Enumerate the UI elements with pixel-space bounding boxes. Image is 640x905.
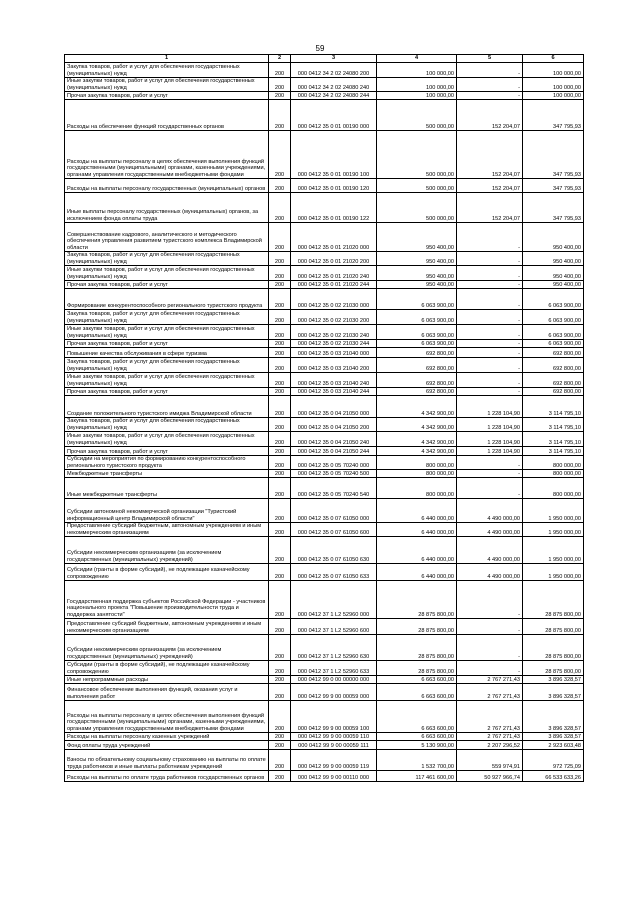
cell-c5: - (457, 470, 523, 478)
cell-c5: - (457, 373, 523, 388)
cell-c3: 000 0412 35 0 05 70240 500 (291, 470, 377, 478)
cell-c5: 1 228 104,90 (457, 418, 523, 432)
cell-c5: 2 767 271,43 (457, 676, 523, 684)
cell-name: Закупка товаров, работ и услуг для обеспечения государственных (муниципальных) нужд (65, 358, 269, 373)
cell-c6: 3 896 328,57 (523, 684, 584, 701)
cell-c4: 28 875 800,00 (377, 619, 457, 635)
cell-c2: 200 (269, 78, 291, 92)
page-number: 59 (315, 44, 325, 53)
cell-c5: 2 767 271,43 (457, 684, 523, 701)
cell-name: Субсидии (гранты в форме субсидий), не подлежащие казначейскому сопровождению (65, 564, 269, 581)
table-row (65, 358, 584, 373)
cell-c6: 6 063 900,00 (523, 310, 584, 325)
table-row (65, 741, 584, 750)
cell-c6: 66 533 633,26 (523, 771, 584, 782)
cell-name: Субсидии (гранты в форме субсидий), не подлежащие казначейскому сопровождению (65, 661, 269, 676)
cell-c4: 6 663 600,00 (377, 701, 457, 733)
cell-name: Иные закупки товаров, работ и услуг для обеспечения государственных (муниципальных) нужд (65, 266, 269, 281)
cell-c5: 559 974,91 (457, 750, 523, 771)
cell-c6: 6 063 900,00 (523, 289, 584, 310)
cell-c6: 347 795,93 (523, 100, 584, 131)
cell-c3: 000 0412 35 0 01 00190 122 (291, 193, 377, 223)
cell-c3: 000 0412 35 0 03 21040 000 (291, 348, 377, 358)
cell-c3: 000 0412 37 1 L2 52960 633 (291, 661, 377, 676)
table-row (65, 564, 584, 581)
table-row (65, 619, 584, 635)
table-row (65, 78, 584, 92)
cell-c2: 200 (269, 635, 291, 661)
cell-c4: 500 000,00 (377, 100, 457, 131)
cell-c2: 200 (269, 325, 291, 340)
cell-c6: 3 896 328,57 (523, 701, 584, 733)
cell-c2: 200 (269, 581, 291, 619)
header-cell: 5 (457, 55, 523, 63)
cell-c6: 3 114 795,10 (523, 418, 584, 432)
cell-c2: 200 (269, 741, 291, 750)
cell-name: Финансовое обеспечение выполнения функций, оказания услуг и выполнения работ (65, 684, 269, 701)
cell-name: Расходы на выплаты персоналу в целях обеспечения выполнения функций государственными (муниципальными) органами, казенными учреждениями, органами управления государственными внебюджетными фондами (65, 131, 269, 179)
cell-c2: 200 (269, 771, 291, 782)
cell-name: Межбюджетные трансферты (65, 470, 269, 478)
cell-c6: 100 000,00 (523, 78, 584, 92)
cell-c4: 692 800,00 (377, 388, 457, 396)
cell-c4: 692 800,00 (377, 358, 457, 373)
cell-c5: - (457, 310, 523, 325)
cell-c3: 000 0412 35 0 02 21030 244 (291, 340, 377, 348)
table-row (65, 676, 584, 684)
cell-name: Расходы на выплаты по оплате труда работников государственных органов (65, 771, 269, 782)
cell-c2: 200 (269, 289, 291, 310)
table-row (65, 252, 584, 266)
cell-c2: 200 (269, 252, 291, 266)
cell-c6: 1 950 000,00 (523, 499, 584, 523)
cell-c5: 2 207 296,52 (457, 741, 523, 750)
header-cell: 1 (65, 55, 269, 63)
cell-c5: 2 767 271,43 (457, 733, 523, 741)
table-row (65, 478, 584, 499)
cell-name: Фонд оплаты труда учреждений (65, 741, 269, 750)
cell-c5: - (457, 92, 523, 100)
cell-c4: 6 440 000,00 (377, 564, 457, 581)
table-row (65, 388, 584, 396)
cell-c5: 2 767 271,43 (457, 701, 523, 733)
cell-c6: 347 795,93 (523, 131, 584, 179)
cell-name: Иные непрограммные расходы (65, 676, 269, 684)
cell-c2: 200 (269, 63, 291, 78)
cell-c5: 152 204,07 (457, 100, 523, 131)
table-row (65, 266, 584, 281)
cell-c3: 000 0412 99 9 00 00059 110 (291, 733, 377, 741)
cell-c5: - (457, 223, 523, 252)
cell-c2: 200 (269, 619, 291, 635)
cell-c6: 6 063 900,00 (523, 325, 584, 340)
cell-c3: 000 0412 34 2 02 24080 240 (291, 78, 377, 92)
cell-c4: 500 000,00 (377, 179, 457, 193)
cell-c6: 28 875 800,00 (523, 581, 584, 619)
cell-c3: 000 0412 35 0 01 00190 100 (291, 131, 377, 179)
cell-c6: 28 875 800,00 (523, 635, 584, 661)
cell-c6: 972 725,09 (523, 750, 584, 771)
cell-c3: 000 0412 34 2 02 24080 244 (291, 92, 377, 100)
cell-c3: 000 0412 35 0 05 70240 000 (291, 456, 377, 470)
cell-c3: 000 0412 35 0 04 21050 000 (291, 396, 377, 418)
cell-c6: 1 950 000,00 (523, 523, 584, 537)
cell-c2: 200 (269, 478, 291, 499)
cell-name: Государственная поддержка субъектов Российской Федерации - участников национального проекта "Повышение производительности труда и поддержка занятости" (65, 581, 269, 619)
cell-c4: 4 342 900,00 (377, 396, 457, 418)
cell-c3: 000 0412 35 0 01 21020 240 (291, 266, 377, 281)
cell-c2: 200 (269, 733, 291, 741)
table-row (65, 92, 584, 100)
cell-name: Прочая закупка товаров, работ и услуг (65, 92, 269, 100)
cell-c5: - (457, 78, 523, 92)
table-body (65, 63, 584, 782)
cell-c3: 000 0412 99 9 00 00110 000 (291, 771, 377, 782)
cell-name: Предоставление субсидий бюджетным, автономным учреждениям и иным некоммерческим организациям (65, 619, 269, 635)
cell-c5: 4 490 000,00 (457, 537, 523, 564)
table-row (65, 661, 584, 676)
cell-c4: 6 663 600,00 (377, 676, 457, 684)
cell-c4: 28 875 800,00 (377, 661, 457, 676)
header-cell: 6 (523, 55, 584, 63)
cell-c5: - (457, 281, 523, 289)
cell-c2: 200 (269, 499, 291, 523)
cell-c4: 6 440 000,00 (377, 499, 457, 523)
cell-c3: 000 0412 35 0 04 21050 244 (291, 447, 377, 456)
cell-c5: 1 228 104,90 (457, 432, 523, 447)
cell-c6: 950 400,00 (523, 223, 584, 252)
cell-c3: 000 0412 35 0 07 61050 630 (291, 537, 377, 564)
cell-c6: 692 800,00 (523, 388, 584, 396)
cell-name: Субсидии некоммерческим организациям (за исключением государственных (муниципальных) учреждений) (65, 635, 269, 661)
cell-c5: 152 204,07 (457, 131, 523, 179)
cell-name: Предоставление субсидий бюджетным, автономным учреждениям и иным некоммерческим организациям (65, 523, 269, 537)
cell-c2: 200 (269, 470, 291, 478)
cell-c2: 200 (269, 179, 291, 193)
cell-name: Закупка товаров, работ и услуг для обеспечения государственных (муниципальных) нужд (65, 63, 269, 78)
table-row (65, 325, 584, 340)
cell-c3: 000 0412 35 0 02 21030 240 (291, 325, 377, 340)
cell-c4: 6 063 900,00 (377, 289, 457, 310)
cell-name: Прочая закупка товаров, работ и услуг (65, 281, 269, 289)
cell-c4: 950 400,00 (377, 266, 457, 281)
cell-c2: 200 (269, 358, 291, 373)
cell-c2: 200 (269, 684, 291, 701)
cell-c3: 000 0412 35 0 04 21050 240 (291, 432, 377, 447)
cell-c4: 5 130 900,00 (377, 741, 457, 750)
table-row (65, 100, 584, 131)
table-row (65, 470, 584, 478)
cell-c3: 000 0412 99 9 00 00059 111 (291, 741, 377, 750)
table-row (65, 771, 584, 782)
cell-name: Формирование конкурентоспособного регионального туристского продукта (65, 289, 269, 310)
cell-c2: 200 (269, 418, 291, 432)
cell-c4: 117 461 600,00 (377, 771, 457, 782)
cell-name: Взносы по обязательному социальному страхованию на выплаты по оплате труда работников и иные выплаты работникам учреждений (65, 750, 269, 771)
cell-c5: 4 490 000,00 (457, 499, 523, 523)
cell-c5: - (457, 358, 523, 373)
cell-c3: 000 0412 35 0 07 61050 000 (291, 499, 377, 523)
cell-c6: 692 800,00 (523, 348, 584, 358)
cell-c6: 3 114 795,10 (523, 396, 584, 418)
cell-name: Субсидии некоммерческим организациям (за исключением государственных (муниципальных) учреждений) (65, 537, 269, 564)
table-row (65, 131, 584, 179)
cell-name: Расходы на выплаты персоналу в целях обеспечения выполнения функций государственными (муниципальными) органами, казенными учреждениями, органами управления государственными внебюджетными фондами (65, 701, 269, 733)
cell-c5: - (457, 252, 523, 266)
cell-c6: 347 795,93 (523, 179, 584, 193)
cell-c2: 200 (269, 564, 291, 581)
cell-c6: 2 923 603,48 (523, 741, 584, 750)
cell-c2: 200 (269, 266, 291, 281)
cell-c4: 6 440 000,00 (377, 523, 457, 537)
cell-c5: - (457, 325, 523, 340)
cell-c2: 200 (269, 396, 291, 418)
cell-c3: 000 0412 99 9 00 00059 119 (291, 750, 377, 771)
header-cell: 3 (291, 55, 377, 63)
cell-c5: 152 204,07 (457, 179, 523, 193)
cell-c2: 200 (269, 456, 291, 470)
cell-c3: 000 0412 35 0 01 21020 244 (291, 281, 377, 289)
header-row (65, 55, 584, 63)
cell-name: Прочая закупка товаров, работ и услуг (65, 447, 269, 456)
header-cell: 4 (377, 55, 457, 63)
cell-c3: 000 0412 99 9 00 00059 000 (291, 684, 377, 701)
cell-c5: - (457, 619, 523, 635)
cell-name: Повышение качества обслуживания в сфере туризма (65, 348, 269, 358)
cell-c3: 000 0412 35 0 01 21020 200 (291, 252, 377, 266)
table-row (65, 373, 584, 388)
table-row (65, 310, 584, 325)
cell-c3: 000 0412 35 0 01 00190 000 (291, 100, 377, 131)
cell-c5: 1 228 104,90 (457, 447, 523, 456)
cell-name: Прочая закупка товаров, работ и услуг (65, 340, 269, 348)
cell-c4: 4 342 900,00 (377, 432, 457, 447)
cell-c6: 1 950 000,00 (523, 537, 584, 564)
cell-c6: 692 800,00 (523, 373, 584, 388)
cell-c3: 000 0412 35 0 02 21030 000 (291, 289, 377, 310)
table-row (65, 63, 584, 78)
cell-c4: 692 800,00 (377, 373, 457, 388)
cell-c2: 200 (269, 310, 291, 325)
cell-c3: 000 0412 37 1 L2 52960 600 (291, 619, 377, 635)
cell-c6: 3 896 328,57 (523, 676, 584, 684)
cell-c3: 000 0412 99 9 00 00059 100 (291, 701, 377, 733)
cell-c4: 950 400,00 (377, 281, 457, 289)
cell-c2: 200 (269, 281, 291, 289)
cell-c6: 692 800,00 (523, 358, 584, 373)
cell-c4: 950 400,00 (377, 223, 457, 252)
cell-name: Создание положительного туристского имиджа Владимирской области (65, 396, 269, 418)
cell-c6: 100 000,00 (523, 92, 584, 100)
budget-table (64, 54, 584, 782)
cell-name: Субсидии автономной некоммерческой организации "Туристский информационный центр Владимирской области" (65, 499, 269, 523)
cell-c6: 28 875 800,00 (523, 661, 584, 676)
cell-c2: 200 (269, 92, 291, 100)
cell-name: Расходы на выплаты персоналу государственных (муниципальных) органов (65, 179, 269, 193)
table-row (65, 701, 584, 733)
cell-c2: 200 (269, 193, 291, 223)
cell-name: Закупка товаров, работ и услуг для обеспечения государственных (муниципальных) нужд (65, 418, 269, 432)
cell-c5: 50 927 966,74 (457, 771, 523, 782)
cell-c4: 100 000,00 (377, 63, 457, 78)
cell-c5: - (457, 289, 523, 310)
cell-c4: 1 532 700,00 (377, 750, 457, 771)
cell-name: Иные закупки товаров, работ и услуг для обеспечения государственных (муниципальных) нужд (65, 432, 269, 447)
cell-c3: 000 0412 35 0 03 21040 240 (291, 373, 377, 388)
cell-c2: 200 (269, 447, 291, 456)
cell-c3: 000 0412 35 0 07 61050 633 (291, 564, 377, 581)
cell-c5: - (457, 348, 523, 358)
cell-c2: 200 (269, 223, 291, 252)
cell-c3: 000 0412 35 0 05 70240 540 (291, 478, 377, 499)
cell-c4: 800 000,00 (377, 470, 457, 478)
table-row (65, 396, 584, 418)
cell-c3: 000 0412 37 1 L2 52960 000 (291, 581, 377, 619)
cell-c2: 200 (269, 750, 291, 771)
cell-c6: 3 114 795,10 (523, 447, 584, 456)
cell-name: Иные межбюджетные трансферты (65, 478, 269, 499)
cell-name: Иные выплаты персоналу государственных (муниципальных) органов, за исключением фонда оплаты труда (65, 193, 269, 223)
cell-c3: 000 0412 35 0 01 21020 000 (291, 223, 377, 252)
cell-c6: 28 875 800,00 (523, 619, 584, 635)
cell-c3: 000 0412 35 0 01 00190 120 (291, 179, 377, 193)
cell-c6: 3 896 328,57 (523, 733, 584, 741)
cell-c3: 000 0412 35 0 07 61050 600 (291, 523, 377, 537)
cell-c3: 000 0412 35 0 03 21040 244 (291, 388, 377, 396)
table-row (65, 684, 584, 701)
cell-c5: 152 204,07 (457, 193, 523, 223)
cell-c2: 200 (269, 432, 291, 447)
cell-c5: - (457, 63, 523, 78)
cell-c3: 000 0412 35 0 04 21050 200 (291, 418, 377, 432)
cell-c5: 4 490 000,00 (457, 564, 523, 581)
cell-c2: 200 (269, 131, 291, 179)
table-row (65, 499, 584, 523)
table-row (65, 447, 584, 456)
cell-c4: 500 000,00 (377, 193, 457, 223)
cell-c6: 1 950 000,00 (523, 564, 584, 581)
cell-name: Расходы на выплаты персоналу казенных учреждений (65, 733, 269, 741)
table-row (65, 432, 584, 447)
cell-c3: 000 0412 35 0 02 21030 200 (291, 310, 377, 325)
cell-name: Иные закупки товаров, работ и услуг для обеспечения государственных (муниципальных) нужд (65, 78, 269, 92)
cell-c4: 28 875 800,00 (377, 581, 457, 619)
table-row (65, 733, 584, 741)
cell-c2: 200 (269, 676, 291, 684)
cell-c2: 200 (269, 340, 291, 348)
table-row (65, 223, 584, 252)
cell-c4: 100 000,00 (377, 92, 457, 100)
cell-c6: 800 000,00 (523, 456, 584, 470)
cell-c5: - (457, 635, 523, 661)
cell-c2: 200 (269, 373, 291, 388)
cell-c2: 200 (269, 100, 291, 131)
cell-c3: 000 0412 34 2 02 24080 200 (291, 63, 377, 78)
cell-c5: - (457, 456, 523, 470)
table-row (65, 340, 584, 348)
cell-c6: 950 400,00 (523, 266, 584, 281)
cell-c6: 100 000,00 (523, 63, 584, 78)
cell-c4: 4 342 900,00 (377, 447, 457, 456)
table-row (65, 750, 584, 771)
cell-name: Иные закупки товаров, работ и услуг для обеспечения государственных (муниципальных) нужд (65, 325, 269, 340)
cell-c6: 950 400,00 (523, 252, 584, 266)
table-row (65, 418, 584, 432)
cell-c4: 692 800,00 (377, 348, 457, 358)
cell-c4: 800 000,00 (377, 478, 457, 499)
cell-name: Иные закупки товаров, работ и услуг для обеспечения государственных (муниципальных) нужд (65, 373, 269, 388)
cell-c5: 4 490 000,00 (457, 523, 523, 537)
table-row (65, 456, 584, 470)
cell-c4: 950 400,00 (377, 252, 457, 266)
cell-c6: 800 000,00 (523, 478, 584, 499)
cell-c5: 1 228 104,90 (457, 396, 523, 418)
cell-c4: 100 000,00 (377, 78, 457, 92)
cell-name: Субсидии на мероприятия по формированию конкурентоспособного регионального туристского продукта (65, 456, 269, 470)
cell-c2: 200 (269, 523, 291, 537)
cell-name: Совершенствование кадрового, аналитического и методического обеспечения управления развитием туристского комплекса Владимирской области (65, 223, 269, 252)
cell-c5: - (457, 340, 523, 348)
cell-c3: 000 0412 99 0 00 00000 000 (291, 676, 377, 684)
cell-c4: 6 663 600,00 (377, 684, 457, 701)
cell-c4: 6 063 900,00 (377, 310, 457, 325)
cell-c6: 6 063 900,00 (523, 340, 584, 348)
cell-c4: 6 440 000,00 (377, 537, 457, 564)
cell-c2: 200 (269, 388, 291, 396)
header-cell: 2 (269, 55, 291, 63)
cell-c4: 28 875 800,00 (377, 635, 457, 661)
cell-c2: 200 (269, 537, 291, 564)
cell-name: Закупка товаров, работ и услуг для обеспечения государственных (муниципальных) нужд (65, 252, 269, 266)
cell-c6: 950 400,00 (523, 281, 584, 289)
cell-c5: - (457, 478, 523, 499)
table-row (65, 193, 584, 223)
cell-name: Расходы на обеспечение функций государственных органов (65, 100, 269, 131)
cell-c4: 6 063 900,00 (377, 325, 457, 340)
table-row (65, 281, 584, 289)
cell-c6: 347 795,93 (523, 193, 584, 223)
cell-c4: 6 063 900,00 (377, 340, 457, 348)
cell-c5: - (457, 266, 523, 281)
cell-c3: 000 0412 37 1 L2 52960 630 (291, 635, 377, 661)
cell-c2: 200 (269, 348, 291, 358)
table-row (65, 289, 584, 310)
cell-c6: 800 000,00 (523, 470, 584, 478)
cell-name: Прочая закупка товаров, работ и услуг (65, 388, 269, 396)
table-row (65, 523, 584, 537)
cell-c4: 6 663 600,00 (377, 733, 457, 741)
cell-c2: 200 (269, 661, 291, 676)
cell-c5: - (457, 581, 523, 619)
cell-c5: - (457, 388, 523, 396)
table-row (65, 179, 584, 193)
cell-c4: 500 000,00 (377, 131, 457, 179)
cell-c3: 000 0412 35 0 03 21040 200 (291, 358, 377, 373)
cell-c5: - (457, 661, 523, 676)
cell-c2: 200 (269, 701, 291, 733)
cell-c4: 4 342 900,00 (377, 418, 457, 432)
cell-c6: 3 114 795,10 (523, 432, 584, 447)
table-row (65, 635, 584, 661)
table-row (65, 537, 584, 564)
cell-name: Закупка товаров, работ и услуг для обеспечения государственных (муниципальных) нужд (65, 310, 269, 325)
table-row (65, 348, 584, 358)
cell-c4: 800 000,00 (377, 456, 457, 470)
table-row (65, 581, 584, 619)
